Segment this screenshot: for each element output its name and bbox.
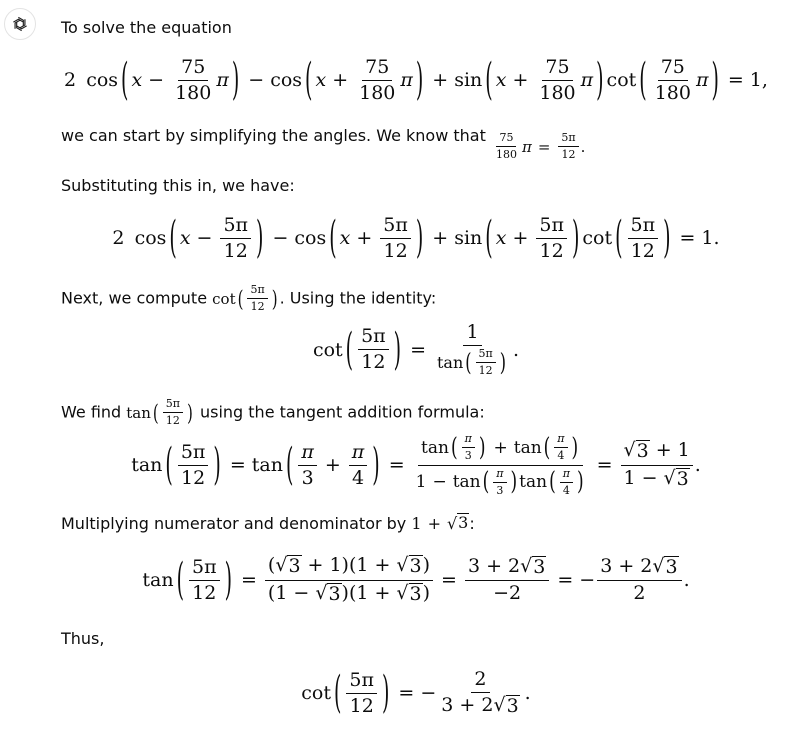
substituting-text: Substituting this in, we have:	[61, 176, 295, 195]
thus-text: Thus,	[61, 629, 105, 648]
equation-tan-addition: tan ( $\frac{5\pi}{12}$ ) = tan ( $\frac{\pi}{3}$ + $\frac{\pi}{4}$ ) = tan ( $\frac{\pi}{3}$ ) + tan ( $\frac{\pi}{4}$ ) 1 − tan ( $\frac{\pi}{3}$ ) tan ( $\frac{\pi}{4}$ ) = √ 3 + 1 1 − √ 3 .	[131, 432, 701, 497]
equation-rationalized: tan ( $\frac{5\pi}{12}$ ) = ( √ 3 + 1)(1 + √ 3 ) (1 − √ 3 )(1 + √ 3 ) = 3 + 2 √ 3 −2 = − 3 + 2 √ 3 2 .	[142, 553, 690, 606]
equation-cot-result: cot ( $\frac{5\pi}{12}$ ) = − 2 3 + 2 √ 3 .	[301, 667, 531, 719]
equation-original: 2 cos ( x − $\frac{75}{180}$ π ) − cos ( x + $\frac{75}{180}$ π ) + sin ( x + $\frac{75}{180}$ π ) cot ( $\frac{75}{180}$ π ) = 1 ,	[64, 54, 768, 106]
multiplying-text: Multiplying numerator and denominator by 1 + √ 3 :	[61, 513, 475, 533]
assistant-avatar	[4, 8, 36, 40]
simplify-text: we can start by simplifying the angles. We know that $\frac{75}{180}$ π = $\frac{5\pi}{12}$ .	[61, 126, 586, 162]
equation-cot-identity: cot ( $\frac{5\pi}{12}$ ) = 1 tan ( $\frac{5\pi}{12}$ ) .	[312, 320, 520, 377]
openai-logo-icon	[10, 14, 30, 34]
equation-substituted: 2 cos ( x − $\frac{5\pi}{12}$ ) − cos ( x + $\frac{5\pi}{12}$ ) + sin ( x + $\frac{5\pi}{12}$ ) cot ( $\frac{5\pi}{12}$ ) = 1 .	[112, 212, 720, 264]
intro-text: To solve the equation	[61, 18, 232, 37]
next-compute-text: Next, we compute cot ( $\frac{5\pi}{12}$ ) . Using the identity:	[61, 283, 437, 314]
we-find-text: We find tan ( $\frac{5\pi}{12}$ ) using the tangent addition formula:	[61, 397, 485, 428]
